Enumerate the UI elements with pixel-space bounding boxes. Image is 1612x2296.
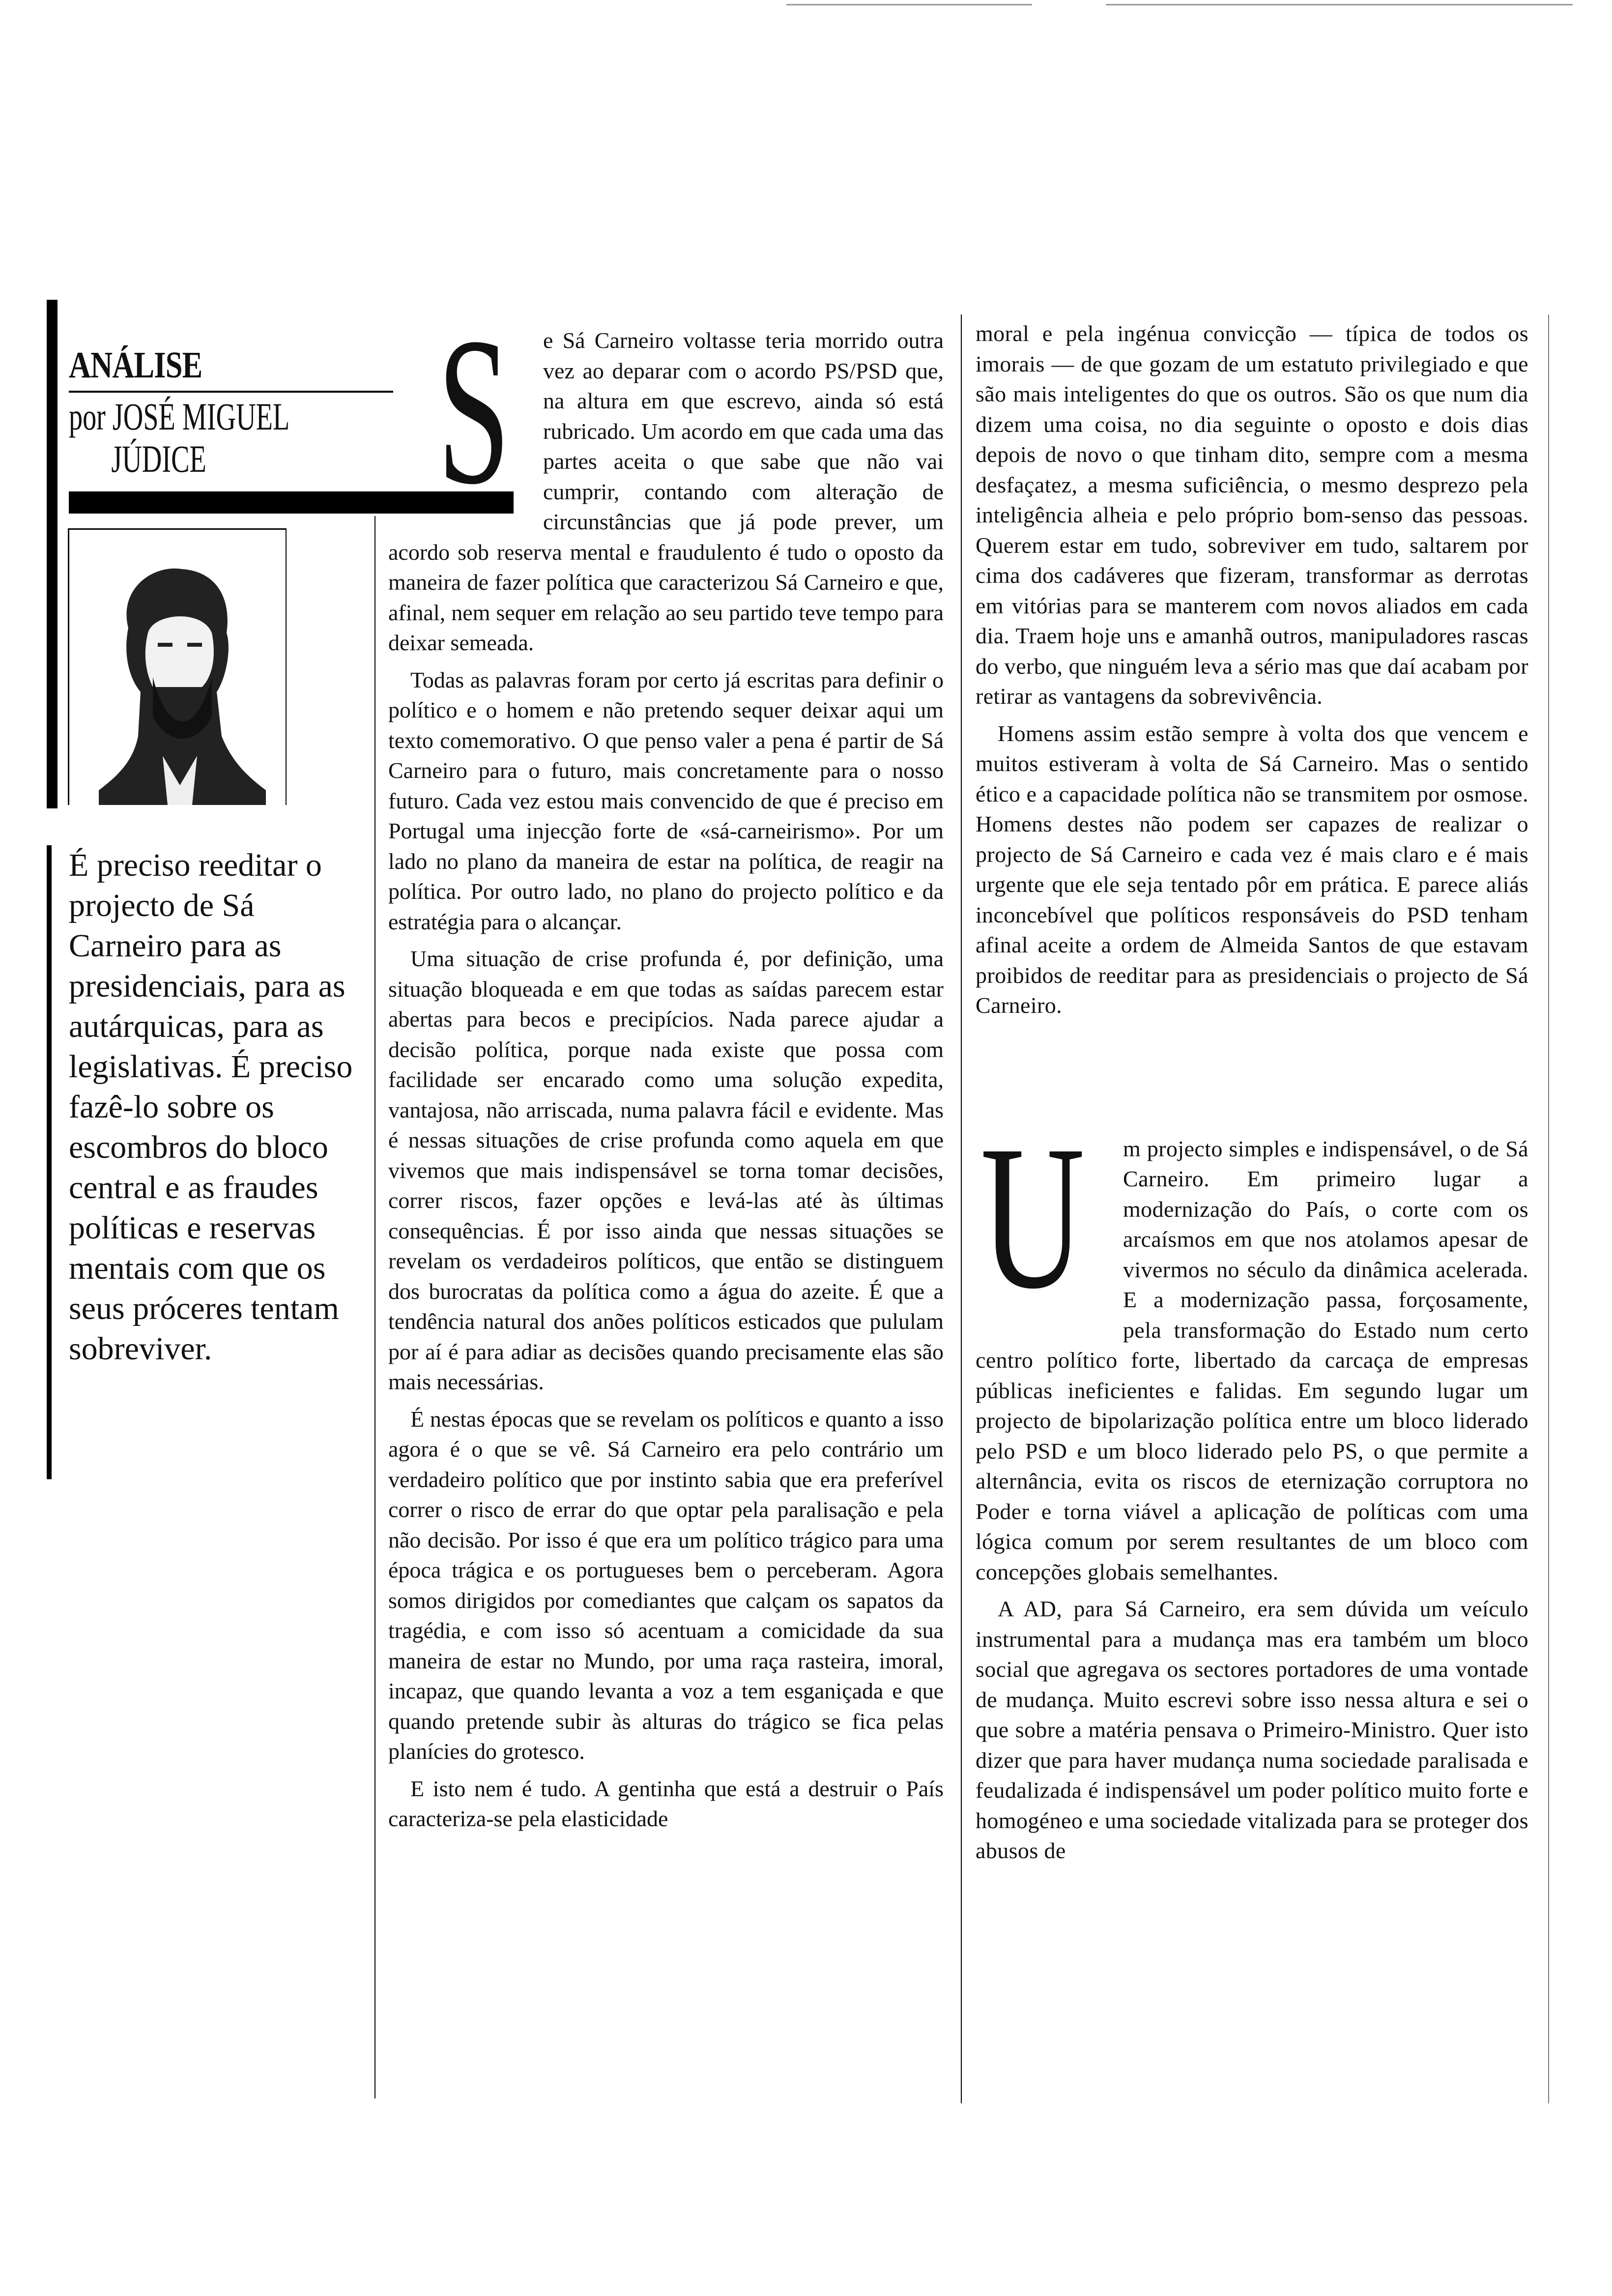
byline-surname: JÚDICE [111, 437, 206, 480]
article-paragraph: A AD, para Sá Carneiro, era sem dúvida um veículo instrumental para a mudança mas era também um bloco social que agregava os sectores portadores de uma vontade de mudança. Muito escrevi sobre isso nessa altura e sei o que sobre a matéria pensava o Primeiro-Ministro. Quer isto dizer que para haver mudança numa sociedade paralisada e feudalizada é indispensável um poder político muito forte e homogéneo e uma sociedade vitalizada para se proteger dos abusos de [976, 1596, 1528, 1863]
byline [69, 396, 289, 480]
author-portrait-icon [69, 530, 286, 805]
scan-edge-line [786, 4, 1032, 5]
byline-name: por JOSÉ MIGUEL [69, 395, 290, 438]
article-paragraph: Uma situação de crise profunda é, por definição, uma situação bloqueada e em que todas as saídas parecem estar abertas para becos e precipícios. Nada parece ajudar a decisão política, porque nada existe que possa com facilidade ser encarado como uma solução expedita, vantajosa, não arriscada, numa palavra fácil e evidente. Mas é nessas situações de crise profunda como aquela em que vivemos que mais indispensável se torna tomar decisões, correr riscos, fazer opções e levá-las até às últimas consequências. É por isso ainda que nessas situações se revelam os verdadeiros políticos, que então se distinguem dos burocratas da política como a água do azeite. É que a tendência natural dos anões políticos esticados que pululam por aí é para adiar as decisões quando precisamente elas são mais necessárias. [388, 946, 944, 1394]
article-paragraph: Homens assim estão sempre à volta dos que vencem e muitos estiveram à volta de Sá Carneiro. Mas o sentido ético e a capacidade política não se transmitem por osmose. Homens destes não podem ser capazes de realizar o projecto de Sá Carneiro e cada vez é mais claro e é mais urgente que ele seja tentado pôr em prática. E parece aliás inconcebível que políticos responsáveis do PSD tenham afinal aceite a ordem de Almeida Santos de que estavam proibidos de reeditar para as presidenciais o projecto de Sá Carneiro. [976, 720, 1528, 1018]
author-photo [68, 528, 287, 805]
article-paragraph: m projecto simples e indispensável, o de Sá Carneiro. Em primeiro lugar a modernização do País, o corte com os arcaísmos em que nos atolamos apesar de vivermos no século da dinâmica acelerada. E a modernização passa, forçosamente, pela transformação do Estado num certo centro político forte, libertado da carcaça de empresas públicas ineficientes e falidas. Em segundo lugar um projecto de bipolarização política entre um bloco liderado pelo PSD e um bloco liderado pelo PS, o que permite a alternância, evita os riscos de eternização corruptora no Poder e torna viável a aplicação de políticas com uma lógica comum por serem resultantes de um bloco com concepções globais semelhantes. [976, 1136, 1528, 1584]
kicker-rule [69, 391, 393, 393]
pull-quote: É preciso reeditar o projecto de Sá Carneiro para as presidenciais, para as autárquicas, para as legislativas. É preciso fazê-lo sobre os escombros do bloco central e as fraudes políticas e reservas mentais com que os seus próceres tentam sobreviver. [69, 847, 353, 1367]
pullquote-accent-bar [47, 845, 52, 1479]
article-paragraph: moral e pela ingénua convicção — típica de todos os imorais — de que gozam de um estatuto privilegiado e que são mais inteligentes do que os outros. São os que num dia dizem uma coisa, no dia seguinte o oposto e dois dias depois de novo o que tinham dito, sempre com a mesma desfaçatez, a mesma suficiência, o mesmo desprezo pela inteligência alheia e pelo próprio bom-senso das pessoas. Querem estar em tudo, sobreviver em tudo, saltarem por cima dos cadáveres que fizeram, transformar as derrotas em vitórias para se manterem com novos aliados em cada dia. Traem hoje uns e amanhã outros, manipuladores rascas do verbo, que ninguém leva a sério mas que daí acabam por retirar as vantagens da sobrevivência. [976, 321, 1528, 709]
sidebar-accent-bar [47, 300, 58, 808]
article-paragraph: e Sá Carneiro voltasse teria morrido outra vez ao deparar com o acordo PS/PSD que, na altura em que escrevo, ainda só está rubricado. Um acordo em que cada uma das partes aceita o que sabe que não vai cumprir, contando com alteração de circunstâncias que já pode prever, um acordo sob reserva mental e fraudulento é tudo o oposto da maneira de fazer política que caracterizou Sá Carneiro e que, afinal, nem sequer em relação ao seu partido teve tempo para deixar semeada. [388, 328, 944, 655]
article-column-right [976, 318, 1528, 1866]
article-column-middle [388, 294, 944, 1834]
drop-cap-letter: S [437, 294, 511, 528]
scan-edge-line [1106, 4, 1573, 5]
section-two [976, 1102, 1528, 1587]
column-rule [374, 516, 375, 2098]
column-rule [1548, 315, 1549, 2103]
drop-cap-letter: U [980, 1102, 1085, 1331]
column-rule [961, 315, 962, 2103]
article-paragraph: É nestas épocas que se revelam os políticos e quanto a isso agora é o que se vê. Sá Carneiro era pelo contrário um verdadeiro político que por instinto sabia que era preferível correr o risco de errar do que optar pela paralisação e pela não decisão. Por isso é que era um político trágico para uma época trágica e os portugueses bem o perceberam. Agora somos dirigidos por comediantes que calçam os sapatos da tragédia, e com isso só acentuam a comicidade da sua maneira de estar no Mundo, por uma raça rasteira, imoral, incapaz, que quando levanta a voz a tem esganiçada e que quando pretende subir às alturas do trágico se fica pelas planícies do grotesco. [388, 1406, 944, 1764]
drop-cap-u [976, 1102, 1123, 1331]
drop-cap-s [388, 294, 543, 528]
article-paragraph: Todas as palavras foram por certo já escritas para definir o político e o homem e não pretendo sequer deixar aqui um texto comemorativo. O que penso valer a pena é partir de Sá Carneiro para o futuro, mais concretamente para o nosso futuro. Cada vez estou mais convencido de que é preciso em Portugal uma injecção forte de «sá-carneirismo». Por um lado no plano da maneira de estar na política, de reagir na política. Por outro lado, no plano do projecto político e da estratégia para o alcançar. [388, 667, 944, 934]
section-kicker: ANÁLISE [69, 344, 202, 386]
article-paragraph: E isto nem é tudo. A gentinha que está a destruir o País caracteriza-se pela elasticidade [388, 1776, 944, 1831]
